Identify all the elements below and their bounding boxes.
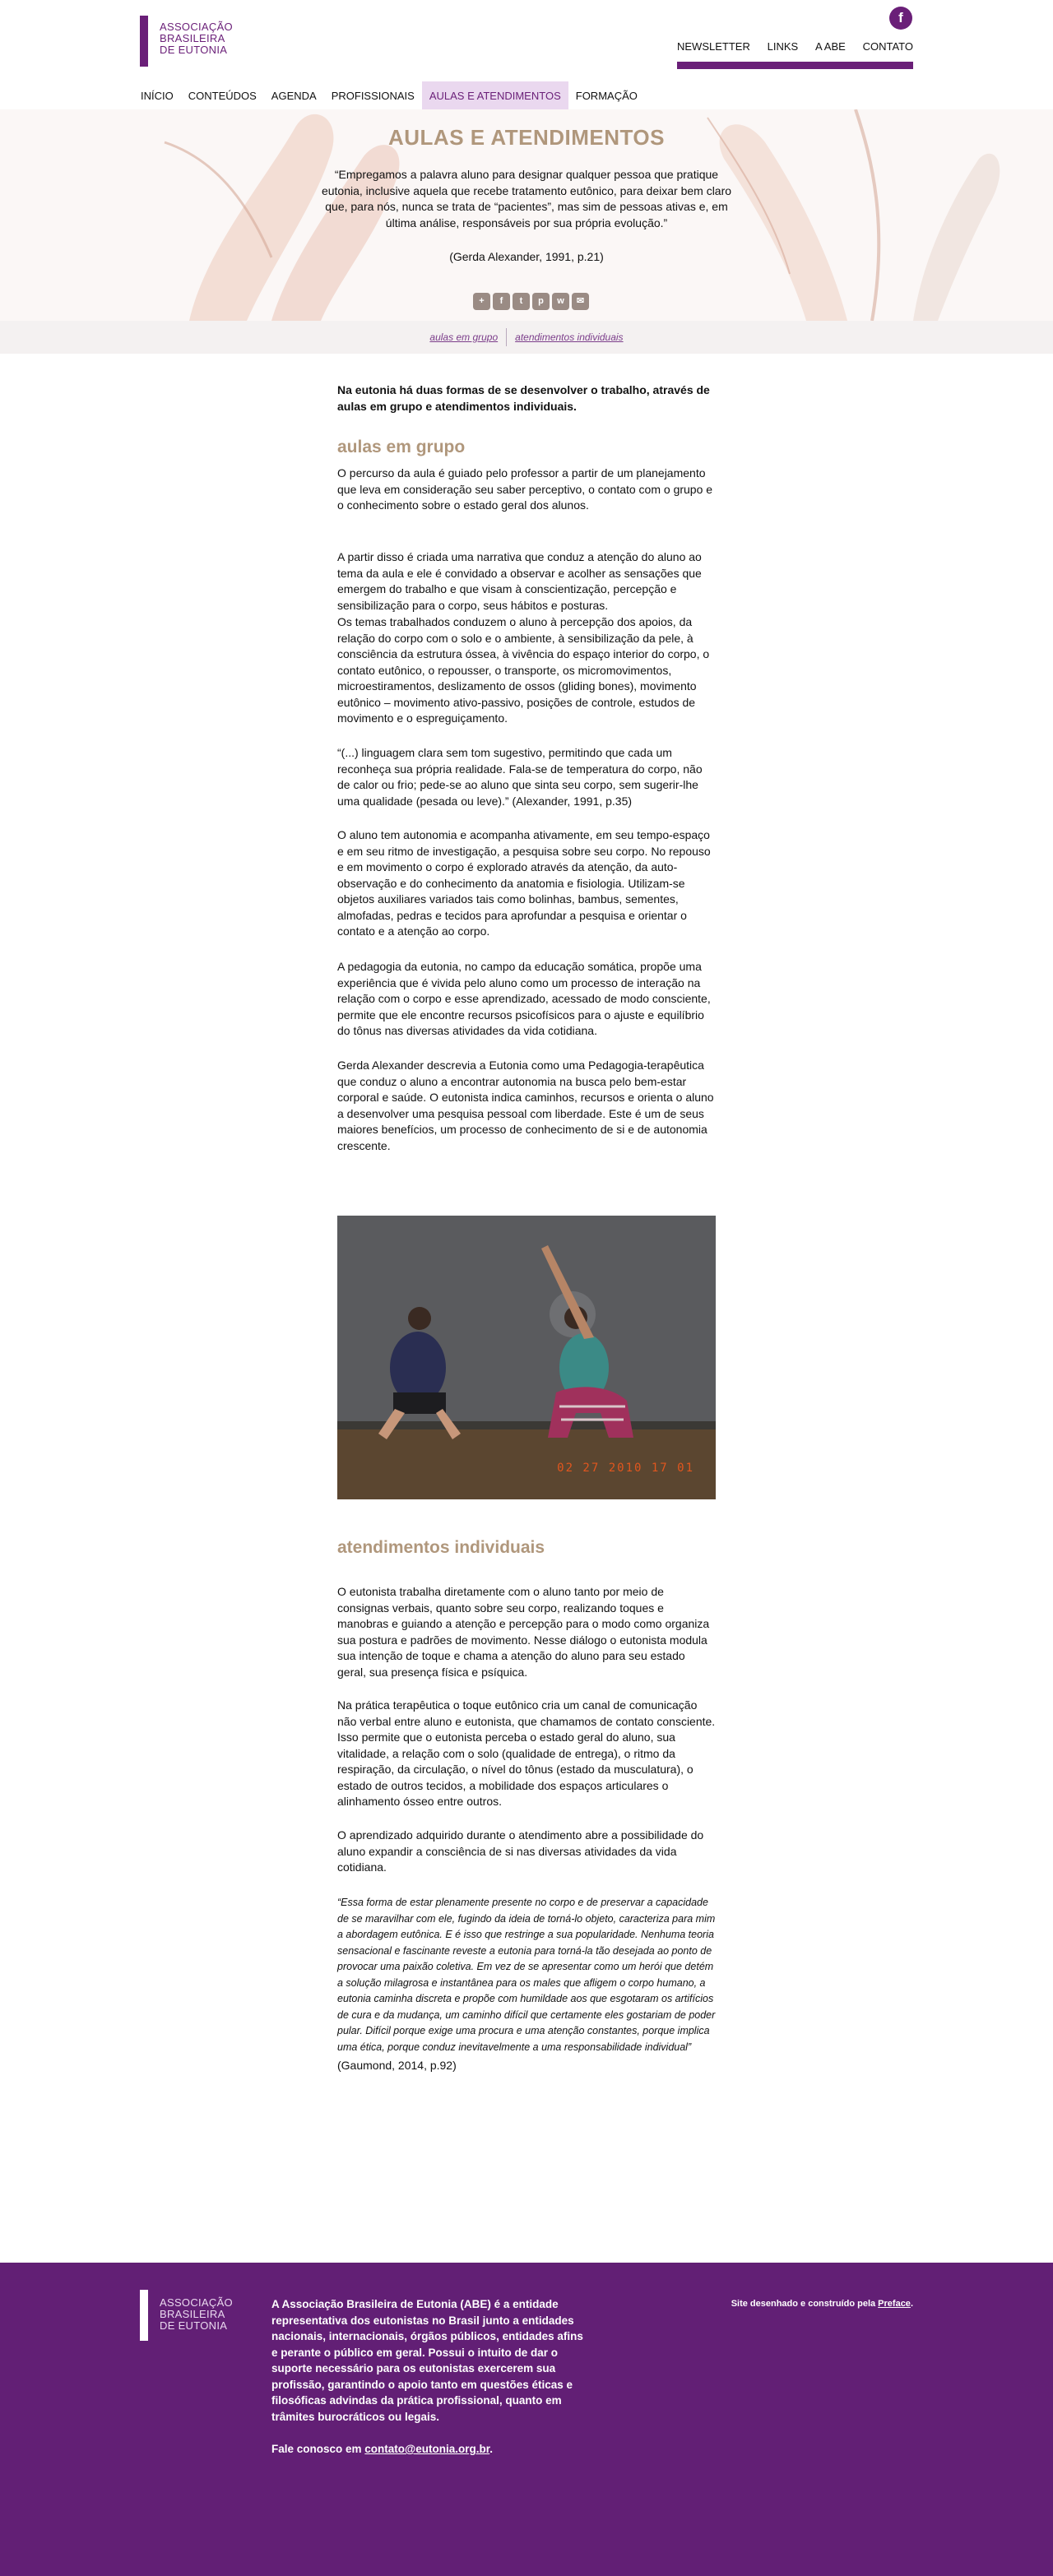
- main-nav-formacao[interactable]: FORMAÇÃO: [575, 90, 638, 102]
- logo-bar: [140, 16, 148, 67]
- top-nav-contato[interactable]: CONTATO: [862, 40, 913, 53]
- hero-quote: “Empregamos a palavra aluno para designar qualquer pessoa que pratique eutonia, inclusive aquela que recebe tratamento eutônico, para deixar bem claro que, para nós, nunca se trata de “pacientes”, mas sim de pessoas ativas e, em última análise, responsáveis por sua própria evolução.”: [321, 168, 732, 229]
- logo-text: [160, 16, 233, 56]
- footer-about: A Associação Brasileira de Eutonia (ABE) é a entidade representativa dos eutonistas no Brasil junto a entidades nacionais, internacionais, órgãos públicos, entidades afins e perante o público em geral. Possui o intuito de dar o suporte necessário para os eutonistas exercerem sua profissão, garantindo o apoio tanto em questões éticas e filosóficas advindas da prática profissional, quanto em trâmites burocráticos ou legais.: [271, 2298, 583, 2423]
- footer-contact-email[interactable]: contato@eutonia.org.br: [364, 2443, 490, 2455]
- paragraph: O eutonista trabalha diretamente com o aluno tanto por meio de consignas verbais, quanto sobre seu corpo, realizando toques e manobras e guiando a atenção e percepção para o modo como organiza sua postura e padrões de movimento. Nesse diálogo o eutonista modula sua intenção de toque e chama a atenção do aluno para seu estado geral, sua presença física e psíquica.: [337, 1585, 710, 1679]
- paragraph: A pedagogia da eutonia, no campo da educação somática, propõe uma experiência que é vivida pelo aluno como um processo de interação na relação com o corpo e esse aprendizado, acessado de modo consciente, permite que ele encontre recursos psicofísicos para o ajuste e equilíbrio do tônus nas diversas atividades da vida cotidiana.: [337, 960, 711, 1037]
- footer-logo-line-2: BRASILEIRA: [160, 2308, 225, 2320]
- class-photo: [337, 1216, 716, 1499]
- top-nav-links[interactable]: LINKS: [767, 40, 799, 53]
- main-nav: [133, 81, 645, 109]
- share-buttons: [473, 293, 589, 310]
- section-title-atendimentos: atendimentos individuais: [337, 1538, 545, 1557]
- footer-credit-prefix: Site desenhado e construído pela: [731, 2299, 879, 2309]
- site-logo[interactable]: [140, 16, 233, 67]
- main-nav-agenda[interactable]: AGENDA: [271, 90, 317, 102]
- footer-credit-suffix: .: [910, 2299, 913, 2309]
- email-share-icon[interactable]: ✉: [572, 293, 589, 310]
- photo-scene: [337, 1216, 716, 1499]
- top-nav: [677, 40, 913, 53]
- subnav-aulas-em-grupo[interactable]: aulas em grupo: [429, 331, 499, 343]
- paragraph: O percurso da aula é guiado pelo professor a partir de um planejamento que leva em consideração seu saber perceptivo, o contato com o grupo e o conhecimento sobre o estado geral dos alunos.: [337, 466, 713, 512]
- footer: [0, 2263, 1053, 2576]
- quote-citation: (Gaumond, 2014, p.92): [337, 2059, 457, 2072]
- paragraph: Gerda Alexander descrevia a Eutonia como uma Pedagogia-terapêutica que conduz o aluno a encontrar autonomia na busca pelo bem-estar corporal e saúde. O eutonista indica caminhos, recursos e orienta o aluno a desenvolver uma pesquisa pessoal com liberdade. Este é um de seus maiores benefícios, um processo de conhecimento de si e de autonomia crescente.: [337, 1059, 714, 1152]
- logo-line-1: ASSOCIAÇÃO: [160, 21, 233, 33]
- paragraph: Os temas trabalhados conduzem o aluno à percepção dos apoios, da relação do corpo com o solo e o ambiente, à sensibilização da pele, à consciência da estrutura óssea, à vivência do espaço interior do corpo, o contato eutônico, o repousser, o transporte, os micromovimentos, microestiramentos, deslizamento de ossos (gliding bones), movimento eutônico – movimento ativo-passivo, posições de controle, estudos de movimento e o espreguiçamento.: [337, 615, 710, 725]
- hero-citation: (Gerda Alexander, 1991, p.21): [449, 250, 604, 263]
- share-plus-icon[interactable]: +: [473, 293, 490, 310]
- top-nav-abe[interactable]: A ABE: [814, 40, 846, 53]
- footer-logo-line-3: DE EUTONIA: [160, 2319, 228, 2332]
- paragraph: Na prática terapêutica o toque eutônico cria um canal de comunicação não verbal entre aluno e eutonista, que chamamos de contato consciente. Isso permite que o eutonista perceba o estado geral do aluno, sua vitalidade, a relação com o solo (qualidade de entrega), o ritmo da respiração, da circulação, o nível do tônus (estado da musculatura), o estado de outros tecidos, a mobilidade dos espaços articulares o alinhamento ósseo entre outros.: [337, 1698, 716, 1808]
- footer-logo-text: [160, 2290, 233, 2341]
- article-intro: Na eutonia há duas formas de se desenvolver o trabalho, através de aulas em grupo e atendimentos individuais.: [337, 383, 710, 413]
- whatsapp-share-icon[interactable]: w: [552, 293, 569, 310]
- main-nav-aulas[interactable]: AULAS E ATENDIMENTOS: [422, 81, 568, 109]
- footer-contact-prefix: Fale conosco em: [271, 2443, 365, 2455]
- paragraph: A partir disso é criada uma narrativa que conduz a atenção do aluno ao tema da aula e ele é convidado a observar e acolher as sensações que emergem do trabalho e que visam à conscientização, percepção e sensibilização para o corpo, seus hábitos e posturas.: [337, 550, 702, 612]
- footer-credit-link[interactable]: Preface: [878, 2299, 911, 2309]
- footer-logo-line-1: ASSOCIAÇÃO: [160, 2296, 233, 2309]
- footer-contact-suffix: .: [489, 2443, 493, 2455]
- main-nav-profissionais[interactable]: PROFISSIONAIS: [331, 90, 415, 102]
- facebook-share-icon[interactable]: f: [493, 293, 510, 310]
- twitter-share-icon[interactable]: t: [513, 293, 530, 310]
- footer-credit: [731, 2299, 913, 2309]
- paragraph: O aluno tem autonomia e acompanha ativamente, em seu tempo-espaço e em seu ritmo de investigação, a pesquisa sobre seu corpo. No repouso e em movimento o corpo é explorado através da atenção, da auto-observação e do conhecimento da anatomia e fisiologia. Utilizam-se objetos auxiliares variados tais como bolinhas, bambus, sementes, almofadas, pedras e tecidos para aprofundar a pesquisa e orientar o contato e a atenção ao corpo.: [337, 828, 711, 938]
- subnav-atendimentos-individuais[interactable]: atendimentos individuais: [515, 331, 624, 343]
- footer-logo-bar: [140, 2290, 148, 2341]
- paragraph-quote: “(...) linguagem clara sem tom sugestivo, permitindo que cada um reconheça sua própria realidade. Fala-se de temperatura do corpo, não de calor ou frio; pede-se ao aluno que sinta seu corpo, sem sugerir-lhe uma qualidade (pesada ou leve).” (Alexander, 1991, p.35): [337, 746, 703, 808]
- section-title-aulas-em-grupo: aulas em grupo: [337, 438, 466, 456]
- main-nav-conteudos[interactable]: CONTEÚDOS: [188, 90, 257, 102]
- page-title: AULAS E ATENDIMENTOS: [388, 125, 665, 150]
- logo-line-2: BRASILEIRA: [160, 32, 225, 44]
- paragraph-quote: “Essa forma de estar plenamente presente no corpo e de preservar a capacidade de se maravilhar com ele, fugindo da ideia de torná-lo objeto, caracteriza para mim a abordagem eutônica. E é isso que restringe a sua popularidade. Nenhuma teoria sensacional e fascinante reveste a eutonia para torná-la tão desejada ao ponto de provocar uma paixão coletiva. Em vez de se apresentar como um herói que detém a solução milagrosa e instantânea para os males que afligem o corpo humano, a eutonia caminha discreta e propõe com humildade aos que esgotaram os artifícios de cura e da mudança, um caminho difícil que certamente eles gostariam de poder pular. Difícil porque exige uma procura e uma atenção constantes, porque implica uma ética, porque conduz inevitavelmente a uma responsabilidade individual”: [337, 1897, 716, 2053]
- main-nav-inicio[interactable]: INÍCIO: [141, 90, 174, 102]
- facebook-icon[interactable]: f: [889, 7, 912, 30]
- top-nav-bar: [677, 62, 913, 69]
- photo-date-stamp: 02 27 2010 17 01: [557, 1462, 694, 1475]
- logo-line-3: DE EUTONIA: [160, 44, 228, 56]
- paragraph: O aprendizado adquirido durante o atendimento abre a possibilidade do aluno expandir a consciência de si nas diversas atividades da vida cotidiana.: [337, 1828, 704, 1874]
- footer-contact: [271, 2443, 493, 2455]
- pinterest-share-icon[interactable]: p: [532, 293, 550, 310]
- section-subnav: [0, 321, 1053, 354]
- footer-logo[interactable]: [140, 2290, 233, 2341]
- top-nav-newsletter[interactable]: NEWSLETTER: [677, 40, 750, 53]
